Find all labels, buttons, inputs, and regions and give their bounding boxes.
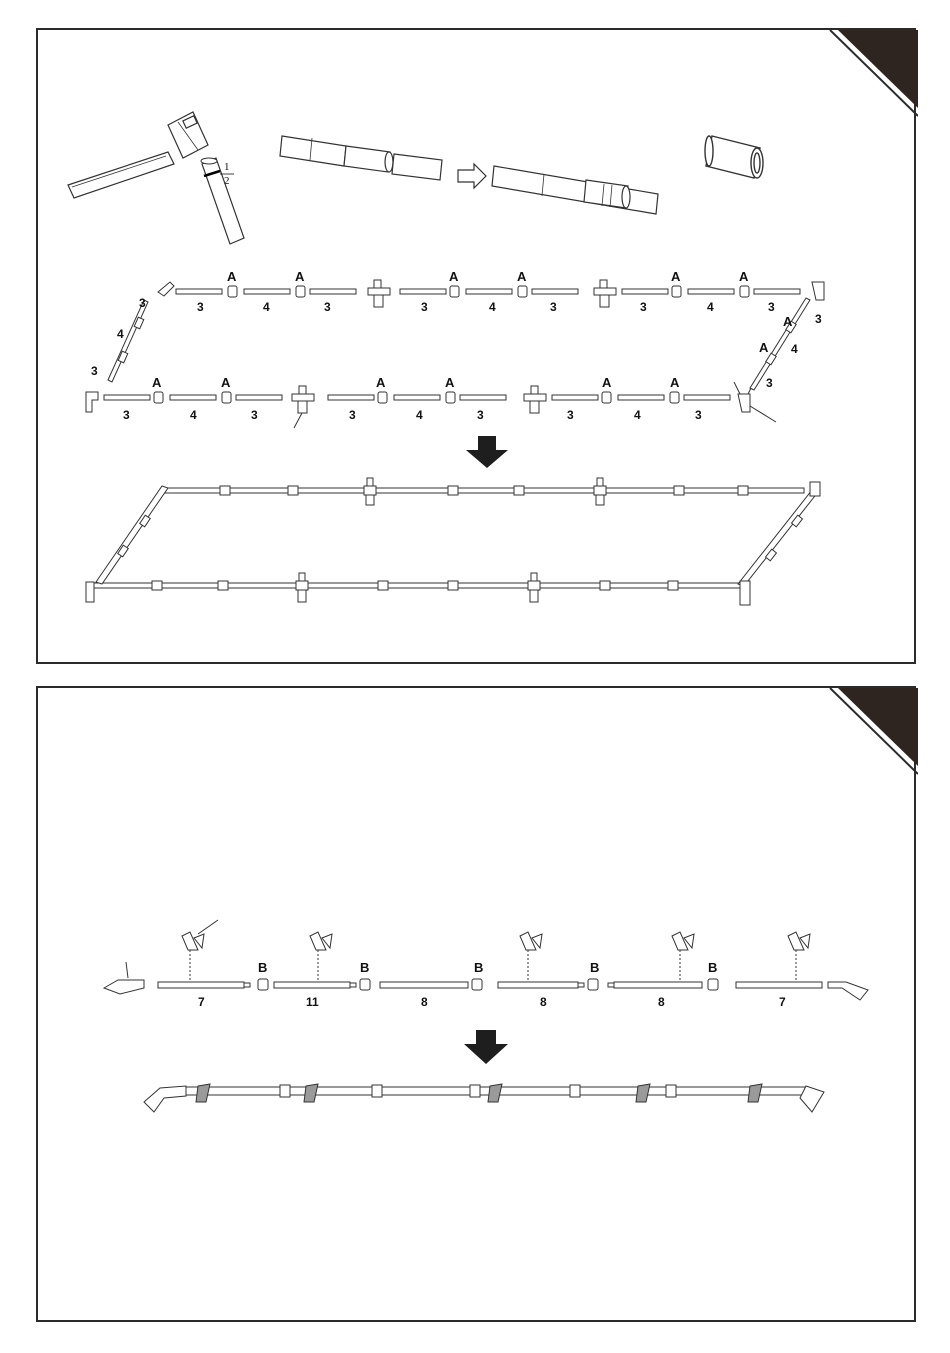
pipe-sections-before	[280, 136, 442, 180]
pipe-label: 3	[91, 364, 98, 378]
pipe-label: 3	[324, 300, 331, 314]
assembled-frame	[86, 478, 820, 605]
hollow-arrow-icon	[458, 164, 486, 188]
connector-label: A	[517, 269, 527, 284]
down-arrow-icon	[466, 436, 508, 468]
connector-label: A	[783, 314, 793, 329]
pipe-label: 3	[421, 300, 428, 314]
step-1-corner-marker	[830, 30, 918, 116]
pipe-label: 4	[634, 408, 641, 422]
connector-label: B	[590, 960, 600, 975]
pipe-label: 3	[815, 312, 822, 326]
step-2-panel	[36, 686, 916, 1322]
pipe-label: 3	[477, 408, 484, 422]
pipe-label: 3	[251, 408, 258, 422]
pipe-label: 7	[779, 995, 786, 1009]
pipe-label: 3	[139, 296, 146, 310]
pipe-label: 4	[416, 408, 423, 422]
pipe-label: 3	[567, 408, 574, 422]
pipe-label: 3	[766, 376, 773, 390]
step-1-panel	[36, 28, 916, 664]
connector-label: B	[258, 960, 268, 975]
pipe-sections-after	[492, 166, 658, 214]
down-arrow-icon	[464, 1030, 508, 1064]
connector-label: A	[376, 375, 386, 390]
pipe-label: 7	[198, 995, 205, 1009]
fraction-denominator: 2	[224, 175, 230, 187]
exploded-ridge	[104, 920, 868, 1000]
connector-label: A	[152, 375, 162, 390]
pipe-label: 4	[791, 342, 798, 356]
step-2-corner-marker	[830, 688, 918, 774]
step-1-diagram	[38, 30, 918, 666]
step-2-diagram	[38, 688, 918, 1324]
pipe-label: 4	[263, 300, 270, 314]
connector-label: A	[449, 269, 459, 284]
pipe-label: 3	[349, 408, 356, 422]
pipe-label: 4	[117, 327, 124, 341]
pipe-label: 8	[540, 995, 547, 1009]
connector-label: A	[602, 375, 612, 390]
pipe-label: 3	[197, 300, 204, 314]
pipe-label: 11	[306, 995, 319, 1009]
pipe-label: 4	[190, 408, 197, 422]
connector-label: A	[739, 269, 749, 284]
pipe-label: 4	[707, 300, 714, 314]
connector-label: B	[474, 960, 484, 975]
connector-label: A	[221, 375, 231, 390]
pipe-label: 3	[123, 408, 130, 422]
connector-label: A	[670, 375, 680, 390]
pipe-label: 8	[421, 995, 428, 1009]
connector-label: A	[759, 340, 769, 355]
fraction-numerator: 1	[224, 161, 230, 173]
rubber-mallet-icon	[68, 112, 208, 198]
connector-label: B	[708, 960, 718, 975]
pipe-label: 3	[550, 300, 557, 314]
right-side-labels	[759, 312, 822, 390]
pipe-label: 3	[640, 300, 647, 314]
pipe-label: 4	[489, 300, 496, 314]
assembled-ridge	[144, 1084, 824, 1112]
pipe-label: 3	[695, 408, 702, 422]
pipe-insertion-detail	[201, 158, 244, 244]
connector-label: A	[227, 269, 237, 284]
connector-sleeve-icon	[705, 136, 763, 178]
connector-label: A	[671, 269, 681, 284]
pipe-label: 3	[768, 300, 775, 314]
connector-label: B	[360, 960, 370, 975]
connector-label: A	[295, 269, 305, 284]
pipe-label: 8	[658, 995, 665, 1009]
connector-label: A	[445, 375, 455, 390]
